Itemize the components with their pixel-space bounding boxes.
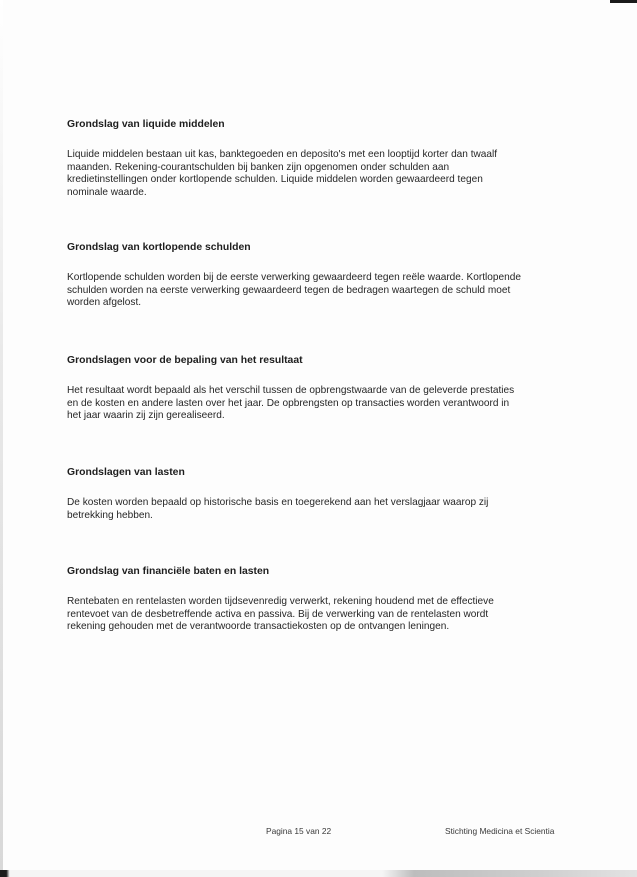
paragraph-line: De kosten worden bepaald op historische basis en toegerekend aan het verslagjaar waarop zij [67,497,489,508]
paragraph-line: worden afgelost. [67,297,142,309]
paragraph-line: kredietinstellingen onder kortlopende schulden. Liquide middelen worden gewaardeerd tegen [67,174,483,186]
section-heading: Grondslag van kortlopende schulden [67,242,251,253]
section-liquide-middelen [67,118,497,199]
section-financiele-baten-lasten [67,565,494,634]
section-paragraph [67,385,514,423]
section-kortlopende-schulden [67,241,521,310]
paragraph-line: en de kosten en andere lasten over het jaar. De opbrengsten op transacties worden verantwoord in [67,397,510,409]
scan-edge-top [610,0,637,3]
section-heading: Grondslagen van lasten [67,467,185,478]
section-paragraph [67,497,488,522]
section-paragraph [67,272,521,310]
section-lasten [67,466,488,522]
paragraph-line: Rentebaten en rentelasten worden tijdsevenredig verwerkt, rekening houdend met de effectieve [67,596,494,607]
scan-edge-bottom [0,870,637,877]
paragraph-line: rentevoet van de desbetreffende activa en passiva. Bij de verwerking van de rentelasten wordt [67,608,489,620]
section-heading: Grondslag van liquide middelen [67,119,225,130]
section-heading: Grondslag van financiële baten en lasten [67,566,270,577]
paragraph-line: het jaar waarin zij zijn gerealiseerd. [67,410,225,422]
section-paragraph [67,149,497,199]
page-number: Pagina 15 van 22 [266,826,332,836]
section-heading: Grondslagen voor de bepaling van het resultaat [67,355,303,366]
paragraph-line: Kortlopende schulden worden bij de eerste verwerking gewaardeerd tegen reële waarde. Kortlopende [67,272,521,283]
paragraph-line: maanden. Rekening-courantschulden bij banken zijn opgenomen onder schulden aan [67,161,450,173]
section-paragraph [67,596,494,634]
paragraph-line: rekening gehouden met de verantwoorde transactiekosten op de ontvangen leningen. [67,621,450,633]
paragraph-line: Liquide middelen bestaan uit kas, banktegoeden en deposito's met een looptijd korter dan twaalf [67,149,498,160]
paragraph-line: Het resultaat wordt bepaald als het verschil tussen de opbrengstwaarde van de geleverde prestaties [67,385,515,396]
paragraph-line: schulden worden na eerste verwerking gewaardeerd tegen de bedragen waartegen de schuld moet [67,284,511,296]
section-bepaling-resultaat [67,354,514,423]
paragraph-line: nominale waarde. [67,186,147,198]
paragraph-line: betrekking hebben. [67,509,153,521]
organization-name: Stichting Medicina et Scientia [445,826,555,836]
scan-edge-left [0,0,3,877]
